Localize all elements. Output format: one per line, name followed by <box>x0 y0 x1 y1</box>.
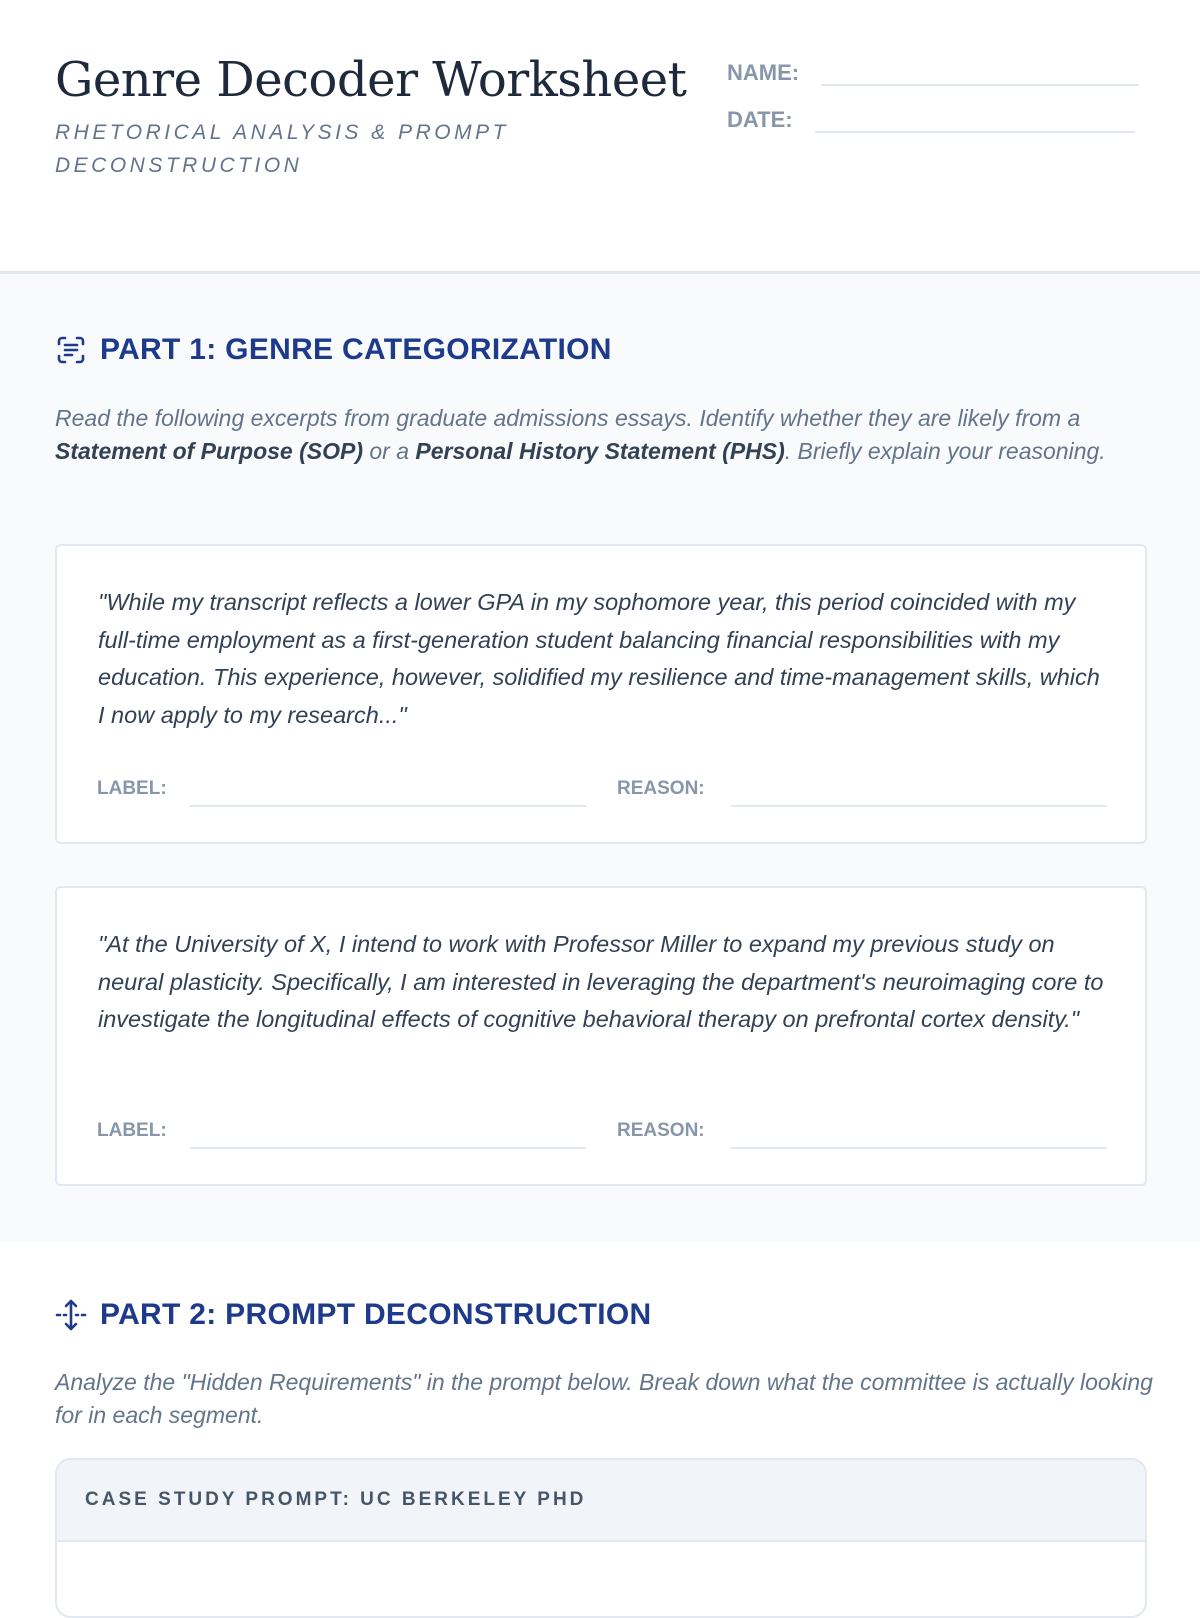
reason-input-line[interactable] <box>731 805 1107 807</box>
instr-text-suffix: . Briefly explain your reasoning. <box>784 438 1106 464</box>
part1-title: PART 1: GENRE CATEGORIZATION <box>100 333 612 366</box>
name-input-line[interactable] <box>821 56 1139 86</box>
case-study-title: CASE STUDY PROMPT: UC BERKELEY PHD <box>85 1489 587 1510</box>
instr-phs-term: Personal History Statement (PHS) <box>415 438 785 464</box>
label-field-label: LABEL: <box>97 778 167 799</box>
part1-instructions <box>55 402 1155 468</box>
part2-title: PART 2: PROMPT DECONSTRUCTION <box>100 1298 652 1331</box>
label-input-line[interactable] <box>190 1147 586 1149</box>
reason-field-label: REASON: <box>617 1120 705 1141</box>
date-field <box>727 103 1135 133</box>
part1-section <box>0 274 1200 1242</box>
date-input-line[interactable] <box>815 103 1135 133</box>
split-vertical-icon <box>55 1299 87 1331</box>
instr-sop-term: Statement of Purpose (SOP) <box>55 438 363 464</box>
part2-instructions: Analyze the "Hidden Requirements" in the prompt below. Break down what the committee is actually looking for in each segment. <box>55 1369 1153 1428</box>
name-label: NAME: <box>727 60 800 85</box>
label-field-label: LABEL: <box>97 1120 167 1141</box>
part2-section <box>0 1242 1200 1600</box>
excerpt-card-1 <box>55 544 1147 844</box>
name-field <box>727 56 1139 86</box>
reason-field-label: REASON: <box>617 778 705 799</box>
page-title: Genre Decoder Worksheet <box>55 52 687 108</box>
excerpt-quote-2: "At the University of X, I intend to work with Professor Miller to expand my previous study on neural plasticity. Specifically, I am interested in leveraging the department's neuroimaging core to investigate the longitudinal effects of cognitive behavioral therapy on prefrontal cortex density." <box>98 931 1104 1032</box>
date-label: DATE: <box>727 107 793 132</box>
part2-heading <box>55 1298 651 1332</box>
instr-text-prefix: Read the following excerpts from graduate admissions essays. Identify whether they are likely from a <box>55 405 1081 431</box>
worksheet-header <box>0 0 1200 274</box>
part1-heading <box>55 333 612 367</box>
instr-text-middle: or a <box>362 438 416 464</box>
scan-text-icon <box>55 334 87 366</box>
page-subtitle: RHETORICAL ANALYSIS & PROMPT DECONSTRUCTION <box>55 121 509 177</box>
case-study-header <box>57 1460 1145 1542</box>
excerpt-quote-1: "While my transcript reflects a lower GPA in my sophomore year, this period coincided with my full-time employment as a first-generation student balancing financial responsibilities with my education. This experience, however, solidified my resilience and time-management skills, which I now apply to my research..." <box>98 589 1100 728</box>
case-study-box <box>55 1458 1147 1618</box>
reason-input-line[interactable] <box>731 1147 1107 1149</box>
label-input-line[interactable] <box>190 805 586 807</box>
excerpt-card-2 <box>55 886 1147 1186</box>
